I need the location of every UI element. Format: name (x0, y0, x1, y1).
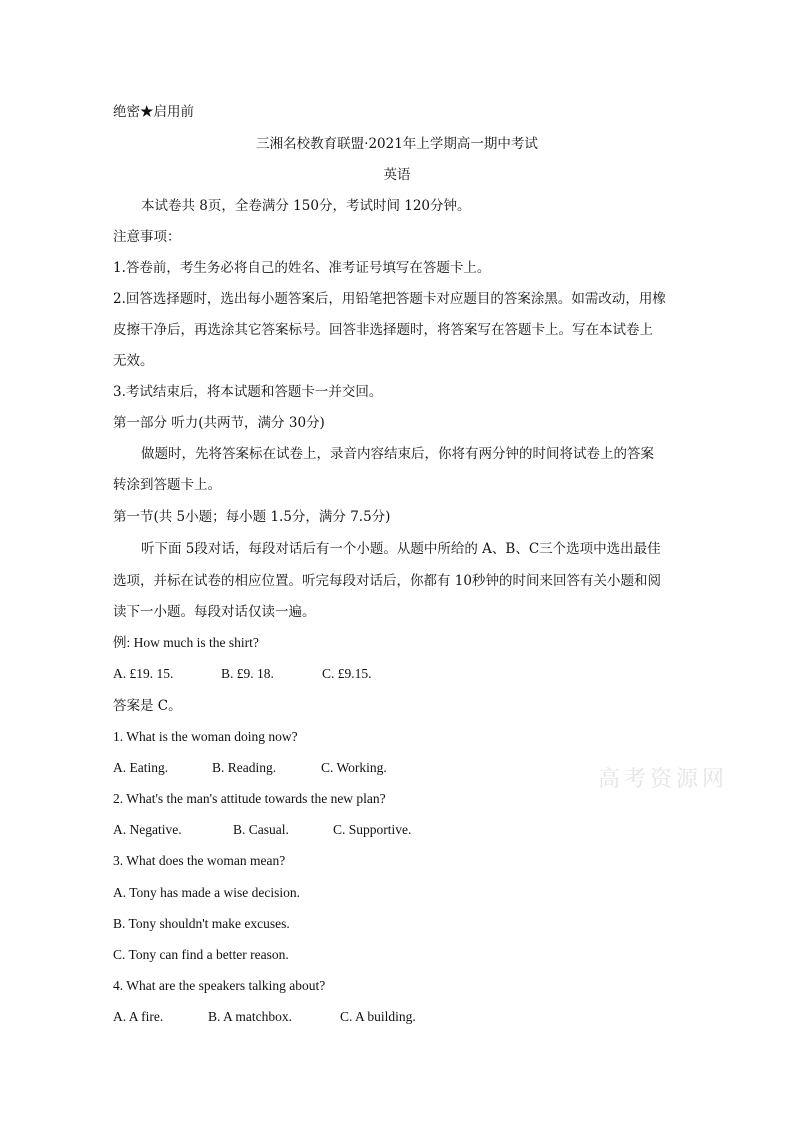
example-option-a: A. £19. 15. (113, 666, 174, 681)
q3-option-b: B. Tony shouldn't make excuses. (113, 916, 290, 931)
q2-option-b: B. Casual. (233, 822, 289, 837)
confidential-label: 绝密★启用前 (113, 104, 194, 120)
q3-option-c: C. Tony can find a better reason. (113, 947, 289, 962)
part1-heading: 第一部分 听力(共两节，满分 30分) (113, 415, 325, 431)
example-option-c: C. £9.15. (322, 666, 372, 681)
note-3: 3.考试结束后，将本试题和答题卡一并交回。 (113, 384, 383, 400)
q4-option-a: A. A fire. (113, 1009, 164, 1024)
note-2-line-2: 皮擦干净后，再选涂其它答案标号。回答非选择题时，将答案写在答题卡上。写在本试卷上 (113, 322, 653, 338)
section1-instruction-line-1: 听下面 5段对话，每段对话后有一个小题。从题中所给的 A、B、C三个选项中选出最佳 (141, 541, 661, 557)
exam-title: 三湘名校教育联盟·2021年上学期高一期中考试 (256, 136, 538, 152)
section1-instruction-line-3: 读下一小题。每段对话仅读一遍。 (113, 604, 316, 620)
notes-heading: 注意事项： (113, 229, 181, 245)
part1-instruction-line-2: 转涂到答题卡上。 (113, 477, 221, 493)
note-2-line-3: 无效。 (113, 353, 154, 369)
q2-option-c: C. Supportive. (333, 822, 412, 837)
q3-option-a: A. Tony has made a wise decision. (113, 885, 301, 900)
note-1: 1.答卷前，考生务必将自己的姓名、准考证号填写在答题卡上。 (113, 260, 491, 276)
question-1: 1. What is the woman doing now? (113, 729, 298, 744)
subject-title: 英语 (383, 167, 411, 183)
example-option-b: B. £9. 18. (221, 666, 274, 681)
watermark: 高考资源网 (598, 767, 729, 792)
example-question: 例: How much is the shirt? (113, 635, 259, 650)
exam-intro: 本试卷共 8页，全卷满分 150分，考试时间 120分钟。 (141, 198, 471, 214)
question-2: 2. What's the man's attitude towards the new plan? (113, 791, 386, 806)
q1-option-a: A. Eating. (113, 760, 169, 775)
question-4: 4. What are the speakers talking about? (113, 978, 326, 993)
q4-option-c: C. A building. (340, 1009, 416, 1024)
section1-instruction-line-2: 选项，并标在试卷的相应位置。听完每段对话后，你都有 10秒钟的时间来回答有关小题和阅 (113, 573, 661, 589)
q1-option-c: C. Working. (321, 760, 387, 775)
section1-heading: 第一节(共 5小题；每小题 1.5分，满分 7.5分) (113, 509, 391, 525)
example-answer: 答案是 C。 (113, 698, 182, 714)
note-2-line-1: 2.回答选择题时，选出每小题答案后，用铅笔把答题卡对应题目的答案涂黑。如需改动，用橡 (113, 291, 666, 307)
q4-option-b: B. A matchbox. (208, 1009, 292, 1024)
question-3: 3. What does the woman mean? (113, 853, 286, 868)
q1-option-b: B. Reading. (212, 760, 277, 775)
q2-option-a: A. Negative. (113, 822, 182, 837)
part1-instruction-line-1: 做题时，先将答案标在试卷上，录音内容结束后，你将有两分钟的时间将试卷上的答案 (141, 446, 654, 462)
